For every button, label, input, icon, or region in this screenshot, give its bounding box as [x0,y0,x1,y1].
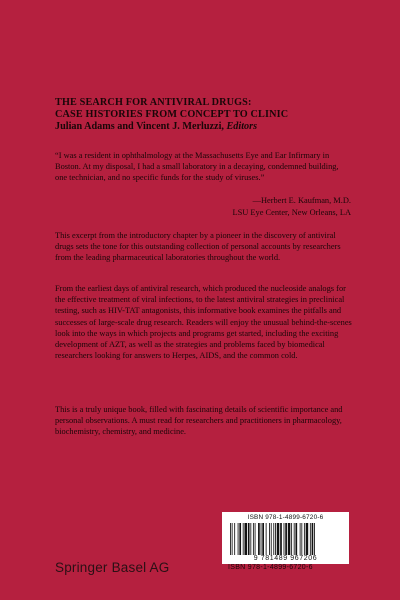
barcode-panel [222,512,349,564]
barcode-icon [228,523,343,555]
quote-affiliation: LSU Eye Center, New Orleans, LA [232,208,351,217]
book-editors [55,121,375,133]
editors-label: Editors [226,121,258,132]
quote-author: —Herbert E. Kaufman, M.D. [252,196,351,205]
description-paragraph-1: This excerpt from the introductory chapter by a pioneer in the discovery of antiviral drugs sets the tone for this outstanding collection of personal accounts by researchers from the leading pharmaceutical laboratories throughout the world. [55,231,341,263]
book-title-line-1: THE SEARCH FOR ANTIVIRAL DRUGS: [55,97,252,108]
isbn-number: ISBN 978-1-4899-6720-6 [228,564,313,571]
editors-names: Julian Adams and Vincent J. Merluzzi, [55,121,224,132]
barcode-digits: 9 781489 967206 [253,555,318,562]
book-heading [55,97,375,133]
description-paragraph-2: From the earliest days of antiviral research, which produced the nucleoside analogs for the effective treatment of viral infections, to the latest antiviral strategies in preclinical testing, such as HIV-TAT antagonists, this informative book examines the pitfalls and successes of large-scale drug research. Readers will enjoy the unusual behind-the-scenes look into the ways in which projects and programs get started, including the exciting development of AZT, as well as the strategies and problems faced by biomedical researchers looking for answers to Herpes, AIDS, and the common cold. [55,284,352,361]
publisher-name: Springer Basel AG [55,560,170,575]
quote-text: “I was a resident in ophthalmology at the Massachusetts Eye and Ear Infirmary in Boston. At my disposal, I had a small laboratory in a decaying, condemned building, one technician, and no specific funds for the study of viruses.” [55,151,339,183]
barcode-isbn-label: ISBN 978-1-4899-6720-6 [247,514,324,521]
book-title-line-2: CASE HISTORIES FROM CONCEPT TO CLINIC [55,109,289,120]
description-paragraph-3: This is a truly unique book, filled with fascinating details of scientific importance and personal observations. A must read for researchers and practitioners in pharmacology, biochemistry, chemistry, and medicine. [55,405,343,437]
